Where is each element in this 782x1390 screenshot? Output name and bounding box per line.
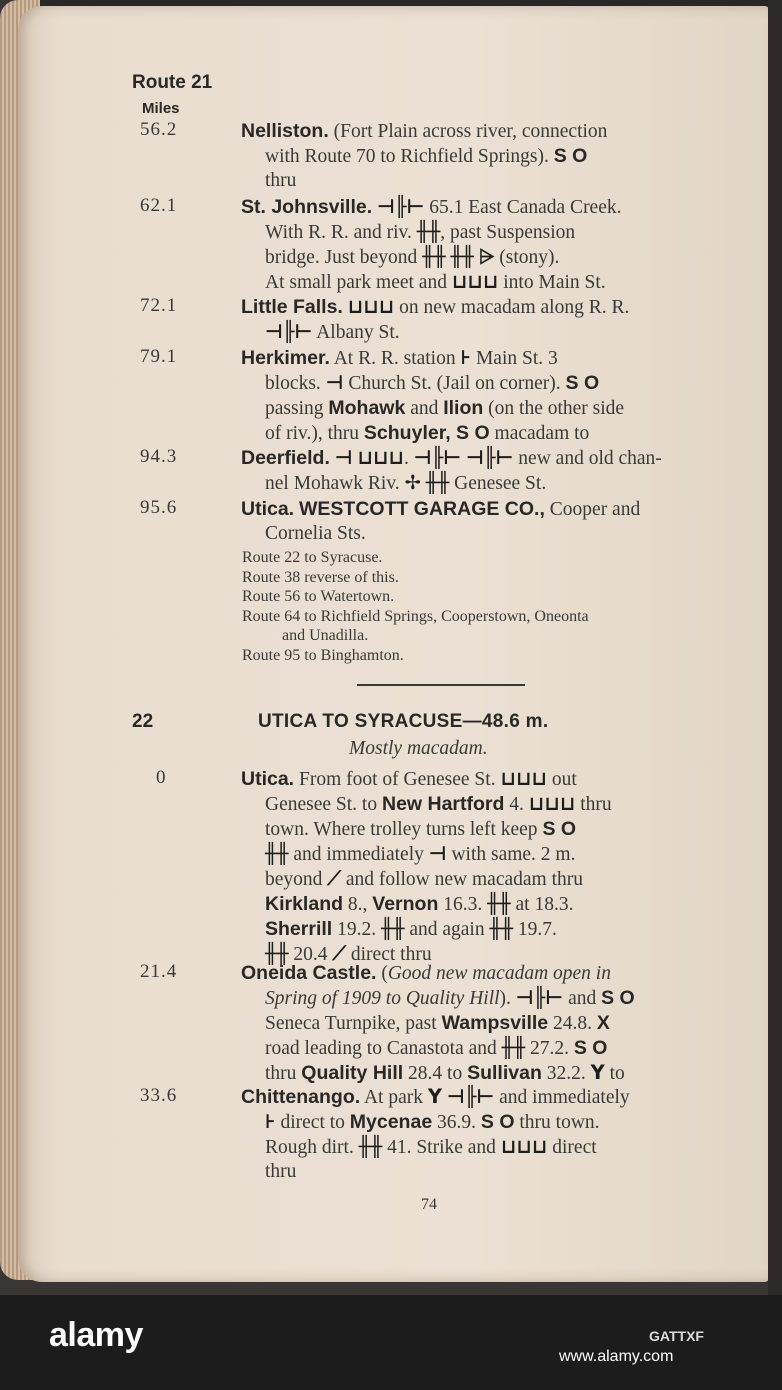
- route-ref: Route 95 to Binghamton.: [242, 646, 404, 664]
- entry-text: Utica. From foot of Genesee St. ⊔⊔⊔ out Genesee St. to New Hartford 4. ⊔⊔⊔ thru town. Where trolley turns left keep S O ╫╫ and immediately ⊣ with same. 2 m. beyond ⟋ and follow new macadam thru Kirkland 8., Vernon 16.3. ╫╫ at 18.3. Sherrill 19.2. ╫╫ and again ╫╫ 19.7. ╫╫ 20.4 ⟋ direct thru: [241, 767, 612, 965]
- turn-left-icon: ⊣: [428, 842, 447, 865]
- trolley-icon: ⊔⊔⊔: [500, 1135, 548, 1158]
- bridge-icon: ╫╫: [450, 245, 474, 268]
- bridge-icon: ╫╫: [489, 917, 513, 940]
- brand-logo: alamy: [49, 1316, 143, 1354]
- entry-mile: 21.4: [140, 961, 178, 982]
- railroad-crossing-icon: ⊣╟⊢: [446, 1085, 495, 1108]
- route-ref: and Unadilla.: [282, 627, 369, 644]
- bridge-icon: ╫╫: [425, 471, 450, 494]
- bridge-icon: ╫╫: [487, 892, 511, 915]
- route-ref: Route 38 reverse of this.: [242, 568, 399, 586]
- entry-text: Chittenango. At park Y ⊣╟⊢ and immediately ⊦ direct to Mycenae 36.9. S O thru town. Rough dirt. ╫╫ 41. Strike and ⊔⊔⊔ direct thru: [241, 1085, 630, 1182]
- fork-icon: Y: [427, 1085, 442, 1108]
- bridge-icon: ╫╫: [416, 220, 441, 243]
- section-number: 22: [132, 711, 154, 732]
- turn-left-icon: ⊣: [334, 446, 353, 469]
- route-references: [242, 548, 734, 665]
- right-shadow: [768, 0, 782, 1295]
- entry-mile: 0: [156, 767, 167, 788]
- entry-text: St. Johnsville. ⊣╟⊢ 65.1 East Canada Creek. With R. R. and riv. ╫╫, past Suspension bridge. Just beyond ╫╫ ╫╫ ⩥ (stony). At small park meet and ⊔⊔⊔ into Main St.: [241, 195, 622, 293]
- site-url: www.alamy.com: [559, 1348, 674, 1365]
- page-number: 74: [421, 1196, 437, 1213]
- railroad-crossing-icon: ⊣╟⊢: [413, 446, 462, 469]
- entry-text: Herkimer. At R. R. station ⊦ Main St. 3 blocks. ⊣ Church St. (Jail on corner). S O passing Mohawk and Ilion (on the other side of riv.), thru Schuyler, S O macadam to: [241, 346, 625, 444]
- railroad-crossing-icon: ⊣╟⊢: [466, 446, 514, 469]
- entry-mile: 94.3: [140, 446, 178, 467]
- entry-text: Little Falls. ⊔⊔⊔ on new macadam along R. R. ⊣╟⊢ Albany St.: [241, 295, 630, 343]
- entry-text: Deerfield. ⊣ ⊔⊔⊔. ⊣╟⊢ ⊣╟⊢ new and old chan- nel Mohawk Riv. ✢ ╫╫ Genesee St.: [241, 446, 662, 494]
- section-title: UTICA TO SYRACUSE—48.6 m.: [258, 711, 549, 732]
- bridge-icon: ╫╫: [380, 917, 405, 940]
- crossroad-icon: ✢: [404, 471, 421, 494]
- route-ref: Route 22 to Syracuse.: [242, 549, 383, 566]
- railroad-crossing-icon: ⊣╟⊢: [265, 320, 313, 343]
- stony-road-icon: ⩥: [478, 245, 495, 268]
- bridge-icon: ╫╫: [358, 1135, 383, 1158]
- route-ref: Route 56 to Watertown.: [242, 588, 395, 605]
- entry-mile: 56.2: [140, 119, 178, 140]
- bridge-icon: ╫╫: [422, 245, 446, 268]
- railroad-crossing-icon: ⊣╟⊢: [515, 986, 564, 1009]
- section-divider: [357, 684, 525, 686]
- entry-mile: 79.1: [140, 346, 178, 367]
- bear-right-icon: ⟋: [327, 867, 341, 890]
- railroad-crossing-icon: ⊣╟⊢: [377, 195, 425, 218]
- bear-left-icon: ⟋: [332, 942, 347, 965]
- trolley-icon: ⊔⊔⊔: [500, 767, 548, 790]
- entry-text: Utica. WESTCOTT GARAGE CO., Cooper and Cornelia Sts.: [241, 498, 641, 544]
- trolley-icon: ⊔⊔⊔: [357, 446, 405, 469]
- entry-mile: 72.1: [140, 295, 178, 316]
- trolley-icon: ⊔⊔⊔: [528, 792, 576, 815]
- turn-right-icon: ⊦: [265, 1110, 276, 1133]
- entry-text: Nelliston. (Fort Plain across river, connection with Route 70 to Richfield Springs). S O thru: [241, 120, 608, 191]
- bridge-icon: ╫╫: [265, 842, 289, 865]
- turn-left-icon: ⊣: [325, 371, 344, 394]
- image-id: GATTXF: [649, 1328, 704, 1344]
- bridge-icon: ╫╫: [265, 942, 289, 965]
- miles-heading: Miles: [142, 100, 180, 117]
- entry-text: Oneida Castle. (Good new macadam open in Spring of 1909 to Quality Hill). ⊣╟⊢ and S O Seneca Turnpike, past Wampsville 24.8. X road leading to Canastota and ╫╫ 27.2. S O thru Quality Hill 28.4 to Sullivan 32.2. Y to: [241, 962, 635, 1084]
- route-heading: Route 21: [132, 72, 213, 93]
- entry-mile: 33.6: [140, 1085, 178, 1106]
- fork-icon: Y: [590, 1061, 605, 1084]
- bridge-icon: ╫╫: [501, 1036, 526, 1059]
- route-ref: Route 64 to Richfield Springs, Cooperstown, Oneonta: [242, 607, 589, 625]
- entry-mile: 62.1: [140, 195, 178, 216]
- turn-right-icon: ⊦: [460, 346, 472, 369]
- entry-mile: 95.6: [140, 497, 178, 518]
- trolley-icon: ⊔⊔⊔: [451, 270, 499, 293]
- section-subtitle: Mostly macadam.: [349, 738, 488, 759]
- trolley-icon: ⊔⊔⊔: [347, 295, 395, 318]
